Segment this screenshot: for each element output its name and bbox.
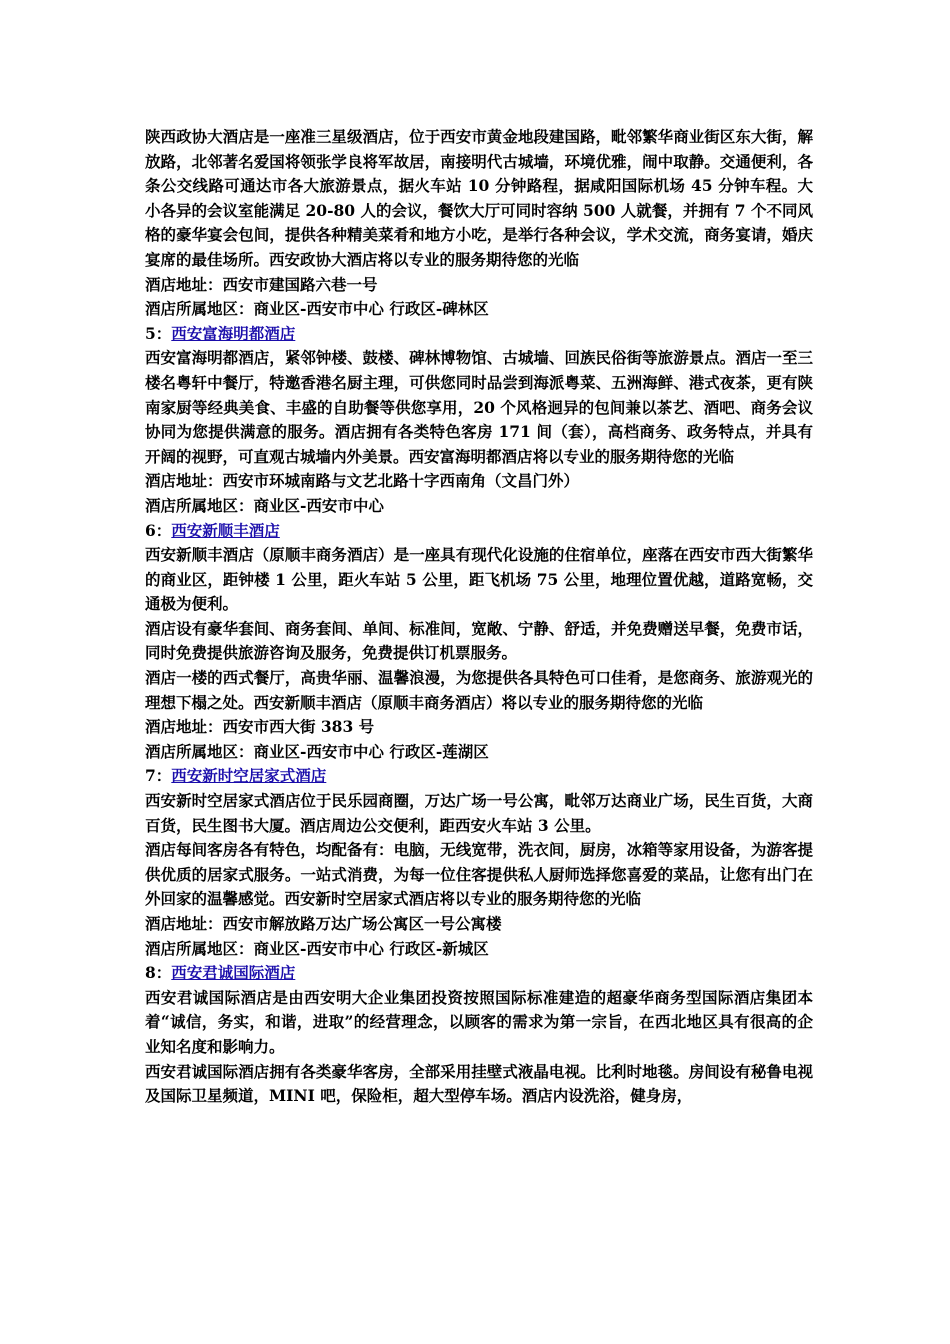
hotel-district: 酒店所属地区：商业区-西安市中心 行政区-新城区	[145, 938, 489, 958]
hotel-address: 酒店地址：西安市解放路万达广场公寓区一号公寓楼	[145, 914, 502, 933]
hotel-name-link[interactable]: 西安富海明都酒店	[171, 323, 296, 343]
hotel-district: 酒店所属地区：商业区-西安市中心 行政区-碑林区	[145, 299, 489, 319]
hotel-name-link[interactable]: 西安新时空居家式酒店	[171, 766, 327, 786]
hotel-entry	[145, 764, 813, 961]
hotel-entry	[145, 322, 813, 519]
hotel-district: 酒店所属地区：商业区-西安市中心	[145, 495, 384, 515]
hotel-entry	[145, 961, 813, 1109]
hotel-description: 西安君诚国际酒店是由西安明大企业集团投资按照国际标准建造的超豪华商务型国际酒店集团本着“诚信，务实，和谐，进取”的经营理念，以顾客的需求为第一宗旨，在西北地区具有很高的企业知名度和影响力。	[145, 987, 813, 1056]
hotel-heading	[145, 322, 813, 347]
hotel-number: 6：	[145, 520, 172, 540]
hotel-entry	[145, 125, 813, 322]
hotel-description: 酒店一楼的西式餐厅，高贵华丽、温馨浪漫，为您提供各具特色可口佳肴，是您商务、旅游观光的理想下榻之处。西安新顺丰酒店（原顺丰商务酒店）将以专业的服务期待您的光临	[145, 668, 813, 712]
hotel-entry	[145, 519, 813, 765]
document-page	[145, 125, 813, 1109]
hotel-description: 西安新顺丰酒店（原顺丰商务酒店）是一座具有现代化设施的住宿单位，座落在西安市西大街繁华的商业区，距钟楼 1 公里，距火车站 5 公里，距飞机场 75 公里，地理位置优越，道路宽畅，交通极为便利。	[145, 545, 813, 614]
hotel-name-link[interactable]: 西安君诚国际酒店	[171, 963, 296, 983]
hotel-address: 酒店地址：西安市建国路六巷一号	[145, 274, 378, 294]
hotel-description: 西安君诚国际酒店拥有各类豪华客房，全部采用挂壁式液晶电视。比利时地毯。房间设有秘鲁电视及国际卫星频道，MINI 吧，保险柜，超大型停车场。酒店内设洗浴，健身房，	[145, 1061, 813, 1106]
hotel-description: 西安富海明都酒店，紧邻钟楼、鼓楼、碑林博物馆、古城墙、回族民俗街等旅游景点。酒店一至三楼名粤轩中餐厅，特邀香港名厨主理，可供您同时品尝到海派粤菜、五洲海鲜、港式夜茶，更有陕南家厨等经典美食、丰盛的自助餐等供您享用，20 个风格迥异的包间兼以茶艺、酒吧、商务会议协同为您提供满意的服务。酒店拥有各类特色客房 171 间（套），高档商务、政务特点，并具有开阔的视野，可直观古城墙内外美景。西安富海明都酒店将以专业的服务期待您的光临	[145, 348, 813, 466]
hotel-address: 酒店地址：西安市西大街 383 号	[145, 717, 375, 737]
hotel-description: 酒店每间客房各有特色，均配备有：电脑，无线宽带，洗衣间，厨房，冰箱等家用设备，为游客提供优质的居家式服务。一站式消费，为每一位住客提供私人厨师选择您喜爱的菜品，让您有出门在外回家的温馨感觉。西安新时空居家式酒店将以专业的服务期待您的光临	[145, 840, 813, 909]
hotel-heading	[145, 519, 813, 544]
hotel-description: 陕西政协大酒店是一座准三星级酒店，位于西安市黄金地段建国路，毗邻繁华商业街区东大街，解放路，北邻著名爱国将领张学良将军故居，南接明代古城墙，环境优雅，闹中取静。交通便利，各条公交线路可通达市各大旅游景点，据火车站 10 分钟路程，据咸阳国际机场 45 分钟车程。大小各异的会议室能满足 20-80 人的会议，餐饮大厅可同时容纳 500 人就餐，并拥有 7 个不同风格的豪华宴会包间，提供各种精美菜肴和地方小吃，是举行各种会议，学术交流，商务宴请，婚庆宴席的最佳场所。西安政协大酒店将以专业的服务期待您的光临	[145, 127, 813, 269]
hotel-heading	[145, 764, 813, 789]
hotel-name-link[interactable]: 西安新顺丰酒店	[171, 520, 280, 540]
hotel-heading	[145, 961, 813, 986]
hotel-district: 酒店所属地区：商业区-西安市中心 行政区-莲湖区	[145, 741, 489, 761]
hotel-number: 8：	[145, 963, 172, 983]
hotel-description: 酒店设有豪华套间、商务套间、单间、标准间，宽敞、宁静、舒适，并免费赠送早餐，免费市话，同时免费提供旅游咨询及服务，免费提供订机票服务。	[145, 618, 813, 663]
hotel-number: 7：	[145, 766, 172, 786]
hotel-number: 5：	[145, 323, 172, 343]
hotel-description: 西安新时空居家式酒店位于民乐园商圈，万达广场一号公寓，毗邻万达商业广场，民生百货，大商百货，民生图书大厦。酒店周边公交便利，距西安火车站 3 公里。	[145, 791, 813, 835]
hotel-address: 酒店地址：西安市环城南路与文艺北路十字西南角（文昌门外）	[145, 471, 580, 491]
